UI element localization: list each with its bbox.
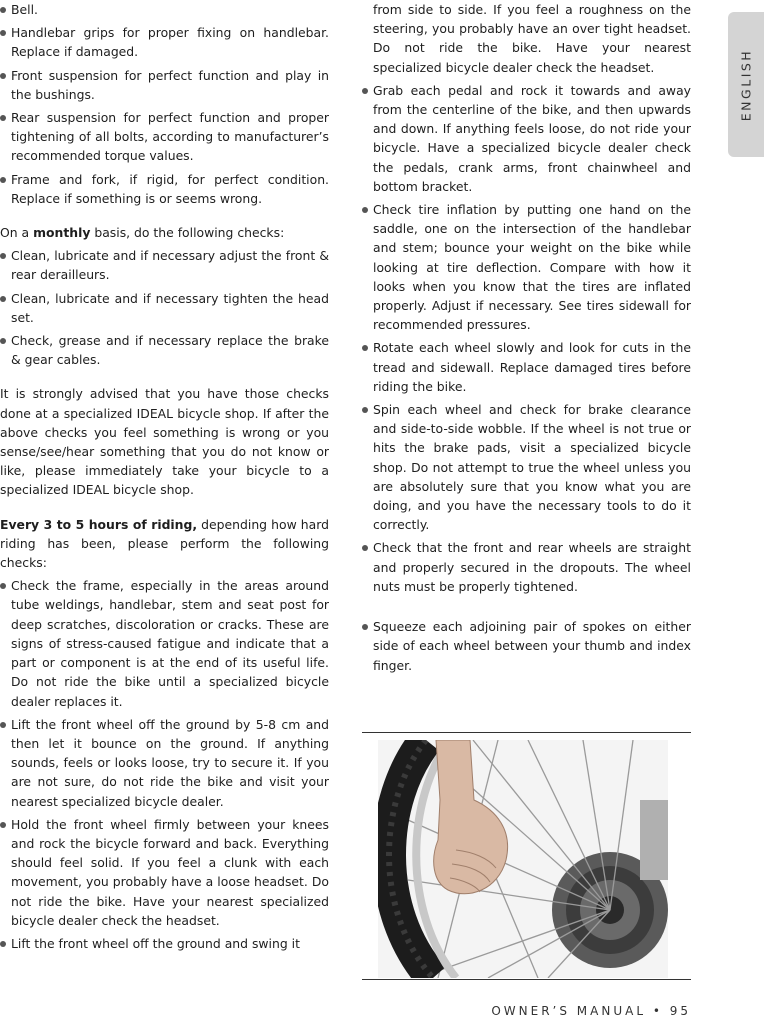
check-frame-cracks: Check the frame, especially in the areas around tube weldings, handlebar, stem and seat post for deep scratches, discoloration or cracks. These are signs of stress-caused fatigue and indicate that a part or component is at the end of its useful life. Do not ride the bike until a specialized bicycle dealer replaces it. (0, 576, 329, 710)
photo-top-rule (362, 732, 691, 733)
check-cables: Check, grease and if necessary replace the brake & gear cables. (0, 331, 329, 369)
advice-paragraph: It is strongly advised that you have those checks done at a specialized IDEAL bicycle shop. If after the above checks you feel something is wrong or you sense/see/hear something that you do not know or like, please immediately take your bicycle to a specialized IDEAL bicycle shop. (0, 386, 329, 498)
check-swing-front-wheel: Lift the front wheel off the ground and swing it (0, 934, 329, 953)
right-column (362, 0, 691, 679)
check-tire-inflation: Check tire inflation by putting one hand on the saddle, one on the intersection of the handlebar and stem; bounce your weight on the bike while looking at tire deflection. Compare with how it looks when you know that the tires are inflated properly. Adjust if necessary. See tires sidewall for recommended pressures. (362, 200, 691, 334)
check-bounce-front-wheel: Lift the front wheel off the ground by 5-8 cm and then let it bounce on the ground. If anything sounds, feels or looks loose, try to secure it. If you are not sure, do not ride the bike and visit your nearest specialized bicycle dealer. (0, 715, 329, 811)
check-frame-fork: Frame and fork, if rigid, for perfect condition. Replace if something is or seems wrong. (0, 170, 329, 208)
check-handlebar-grips: Handlebar grips for proper fixing on handlebar. Replace if damaged. (0, 23, 329, 61)
every-hours-rest: depending how hard riding has been, please perform the following checks: (0, 516, 329, 571)
every-hours-bold: Every 3 to 5 hours of riding, (0, 516, 198, 532)
language-tab (728, 12, 764, 157)
check-derailleurs: Clean, lubricate and if necessary adjust the front & rear derailleurs. (0, 246, 329, 284)
check-head-set: Clean, lubricate and if necessary tighten the head set. (0, 289, 329, 327)
language-tab-label: ENGLISH (738, 48, 754, 121)
monthly-intro-pre: On a (0, 225, 34, 241)
monthly-intro (0, 223, 329, 242)
check-tire-cuts: Rotate each wheel slowly and look for cuts in the tread and sidewall. Replace damaged tires before riding the bike. (362, 338, 691, 396)
check-front-suspension: Front suspension for perfect function and play in the bushings. (0, 66, 329, 104)
swing-wheel-continuation: from side to side. If you feel a roughness on the steering, you probably have an over tight headset. Do not ride the bike. Have your nearest specialized bicycle dealer check the headset. (373, 2, 691, 75)
check-bell: Bell. (0, 0, 329, 19)
left-column (0, 0, 329, 957)
check-wheels-secured: Check that the front and rear wheels are straight and properly secured in the dropouts. The wheel nuts must be properly tightened. (362, 538, 691, 596)
every-hours-intro (0, 515, 329, 573)
wheel-spokes-illustration (378, 740, 668, 978)
check-rock-bicycle: Hold the front wheel firmly between your knees and rock the bicycle forward and back. Everything should feel solid. If you feel a clunk with each movement, you probably have a loose headset. Do not ride the bike. Have your nearest specialized bicycle dealer check the headset. (0, 815, 329, 930)
page-footer: OWNER’S MANUAL • 95 (491, 1004, 691, 1018)
check-rear-suspension: Rear suspension for perfect function and proper tightening of all bolts, according to manufacturer’s recommended torque values. (0, 108, 329, 166)
check-wheel-true: Spin each wheel and check for brake clearance and side-to-side wobble. If the wheel is not true or hits the brake pads, visit a specialized bicycle shop. Do not attempt to true the wheel unless you are absolutely sure that you know what you are doing, and you have the necessary tools to do it correctly. (362, 400, 691, 534)
check-pedals: Grab each pedal and rock it towards and away from the centerline of the bike, and then upwards and down. If anything feels loose, do not ride your bicycle. Have a specialized bicycle dealer check the pedals, crank arms, front chainwheel and bottom bracket. (362, 81, 691, 196)
monthly-intro-post: basis, do the following checks: (90, 225, 285, 241)
monthly-intro-bold: monthly (33, 225, 91, 241)
check-spokes: Squeeze each adjoining pair of spokes on either side of each wheel between your thumb and index finger. (362, 617, 691, 675)
wheel-spokes-photo (378, 740, 668, 978)
photo-bottom-rule (362, 979, 691, 980)
